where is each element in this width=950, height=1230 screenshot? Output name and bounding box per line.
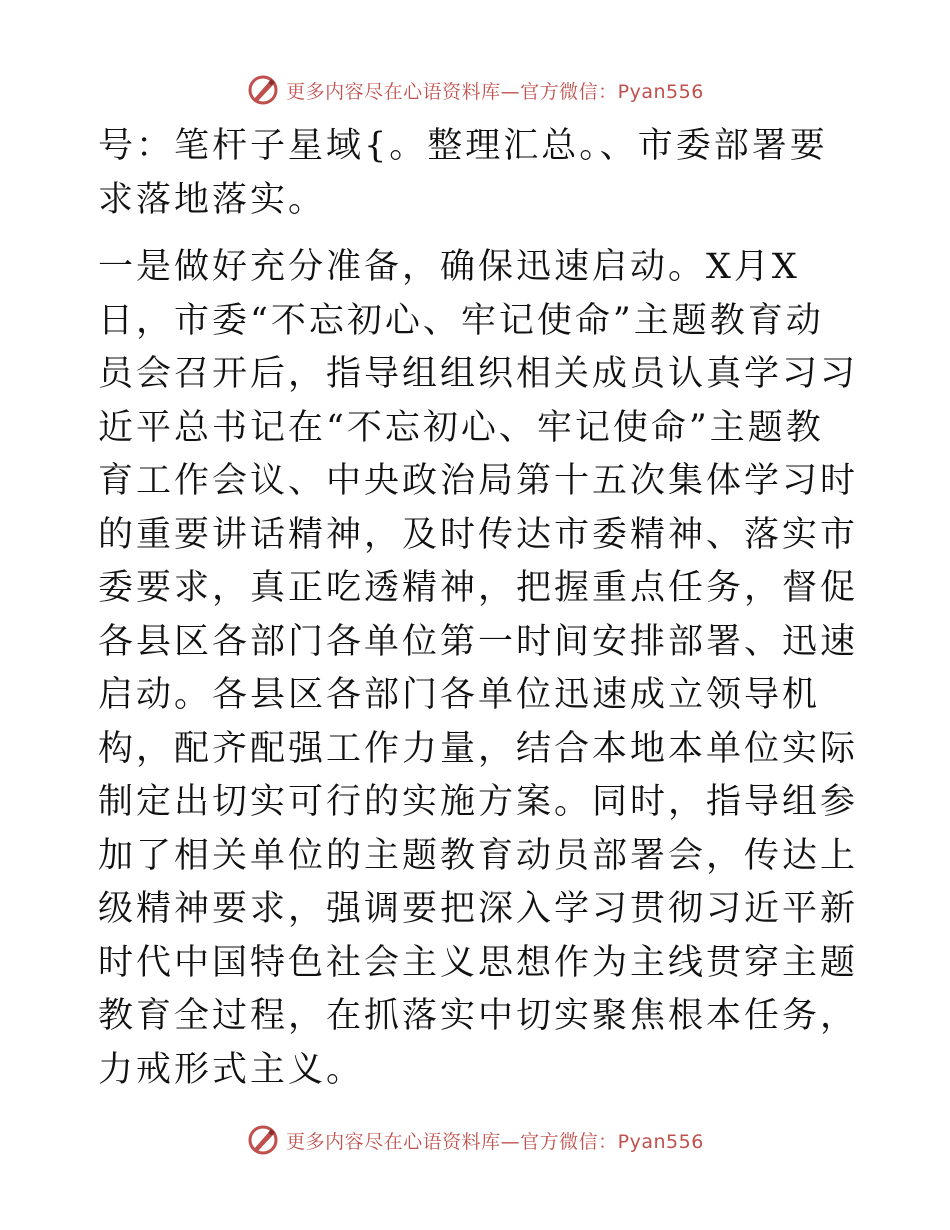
paragraph-2: 一是做好充分准备，确保迅速启动。X月X日，市委“不忘初心、牢记使命”主题教育动员会召开后，指导组组织相关成员认真学习习近平总书记在“不忘初心、牢记使命”主题教育工作会议、中央政治局第十五次集体学习时的重要讲话精神，及时传达市委精神、落实市委要求，真正吃透精神，把握重点任务，督促各县区各部门各单位第一时间安排部署、迅速启动。各县区各部门各单位迅速成立领导机构，配齐配强工作力量，结合本地本单位实际制定出切实可行的实施方案。同时，指导组参加了相关单位的主题教育动员部署会，传达上级精神要求，强调要把深入学习贯彻习近平新时代中国特色社会主义思想作为主线贯穿主题教育全过程，在抓落实中切实聚焦根本任务，力戒形式主义。 xyxy=(98,247,859,1090)
paragraph-1: 号：笔杆子星域{。整理汇总。、市委部署要求落地落实。 xyxy=(98,126,828,220)
footer-watermark xyxy=(0,1120,950,1160)
watermark-text: 更多内容尽在心语资料库—官方微信：Pyan556 xyxy=(286,1130,704,1153)
pen-in-circle-icon xyxy=(246,1123,280,1157)
document-body xyxy=(98,120,858,1097)
watermark-text: 更多内容尽在心语资料库—官方微信：Pyan556 xyxy=(286,80,704,103)
pen-in-circle-icon xyxy=(246,73,280,107)
header-watermark xyxy=(0,70,950,110)
